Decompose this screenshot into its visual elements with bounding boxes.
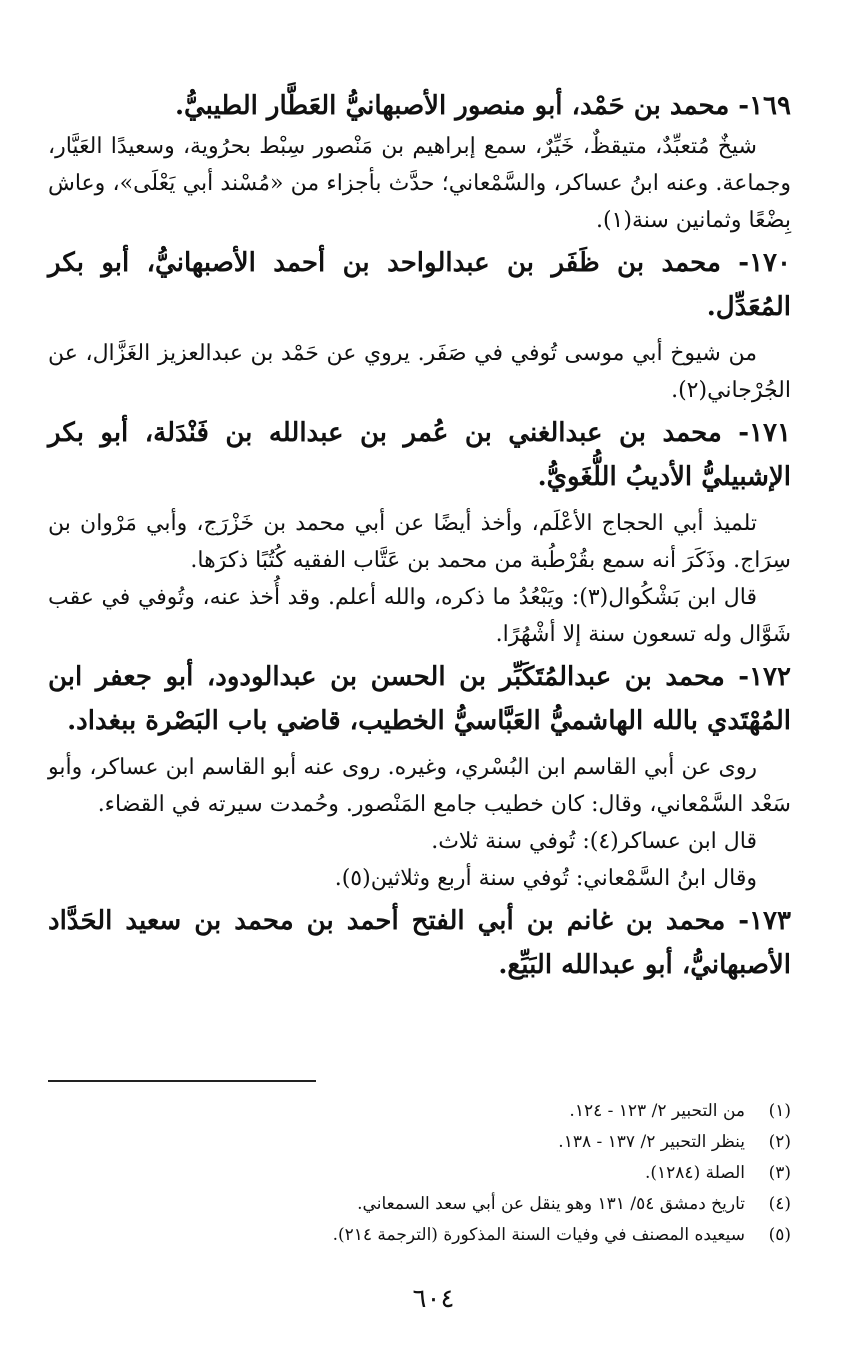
entry-paragraph: قال ابن بَشْكُوال(٣): ويَبْعُدُ ما ذكره، والله أعلم. وقد أُخذ عنه، وتُوفي في عقب شَوَّال وله تسعون سنة إلا أشْهُرًا.	[48, 585, 791, 647]
footnote-number: (٢)	[768, 1132, 791, 1152]
footnote-number: (١)	[768, 1101, 791, 1121]
footnote-divider	[48, 1080, 316, 1082]
entry-heading: ١٧٠- محمد بن ظَفَر بن عبدالواحد بن أحمد الأصبهانيُّ، أبو بكر المُعَدِّل.	[48, 248, 791, 322]
entry-heading: ١٧٣- محمد بن غانم بن أبي الفتح أحمد بن محمد بن سعيد الحَدَّاد الأصبهانيُّ، أبو عبدالله البَيِّع.	[48, 906, 791, 980]
entry-heading: ١٦٩- محمد بن حَمْد، أبو منصور الأصبهانيُّ العَطَّار الطيبيُّ.	[174, 91, 791, 121]
footnote	[48, 1096, 791, 1127]
entry-paragraph: من شيوخ أبي موسى تُوفي في صَفَر. يروي عن حَمْد بن عبدالعزيز الغَزَّال، عن الجُرْجاني(٢).	[48, 341, 791, 403]
footnote	[48, 1220, 791, 1251]
footnote-text: ينظر التحبير ٢/ ١٣٧ - ١٣٨.	[558, 1132, 745, 1152]
entry-paragraph: روى عن أبي القاسم ابن البُسْري، وغيره. روى عنه أبو القاسم ابن عساكر، وأبو سَعْد السَّمْعاني، وقال: كان خطيب جامع المَنْصور. وحُمدت سيرته في القضاء.	[48, 755, 791, 817]
footnote-text: من التحبير ٢/ ١٢٣ - ١٢٤.	[569, 1101, 745, 1121]
entry-heading: ١٧١- محمد بن عبدالغني بن عُمر بن عبدالله بن فَنْدَلة، أبو بكر الإشبيليُّ الأديبُ اللُّغَويُّ.	[48, 418, 791, 492]
footnotes	[48, 1096, 791, 1251]
entry-paragraph: وقال ابنُ السَّمْعاني: تُوفي سنة أربع وثلاثين(٥).	[334, 866, 757, 891]
footnote	[48, 1158, 791, 1189]
entry-paragraph: تلميذ أبي الحجاج الأعْلَم، وأخذ أيضًا عن أبي محمد بن خَزْرَج، وأبي مَرْوان بن سِرَاج. وذَكَرَ أنه سمع بقُرْطُبة من محمد بن عَتَّاب الفقيه كُتُبًا ذكرَها.	[48, 511, 791, 573]
footnote-text: سيعيده المصنف في وفيات السنة المذكورة (الترجمة ٢١٤).	[332, 1225, 745, 1245]
entry-heading: ١٧٢- محمد بن عبدالمُتَكَبِّر بن الحسن بن عبدالودود، أبو جعفر ابن المُهْتَدي بالله الهاشميُّ العَبَّاسيُّ الخطيب، قاضي باب البَصْرة ببغداد.	[48, 662, 791, 736]
main-text	[48, 84, 791, 987]
entry-paragraph: شيخٌ مُتعبِّدٌ، متيقظٌ، خَيِّرٌ، سمع إبراهيم بن مَنْصور سِبْط بحرُوية، وسعيدًا العَيَّار، وجماعة. وعنه ابنُ عساكر، والسَّمْعاني؛ حدَّث بأجزاء من «مُسْند أبي يَعْلَى»، وعاش بِضْعًا وثمانين سنة(١).	[48, 134, 791, 233]
page-number: ٦٠٤	[412, 1284, 455, 1314]
footnote-number: (٥)	[768, 1225, 791, 1245]
footnote	[48, 1127, 791, 1158]
footnote-text: تاريخ دمشق ٥٤/ ١٣١ وهو ينقل عن أبي سعد السمعاني.	[357, 1194, 745, 1214]
footnote	[48, 1189, 791, 1220]
footnote-number: (٣)	[768, 1163, 791, 1183]
footnote-number: (٤)	[768, 1194, 791, 1214]
footnote-text: الصلة (١٢٨٤).	[644, 1163, 745, 1183]
entry-paragraph: قال ابن عساكر(٤): تُوفي سنة ثلاث.	[431, 829, 757, 854]
